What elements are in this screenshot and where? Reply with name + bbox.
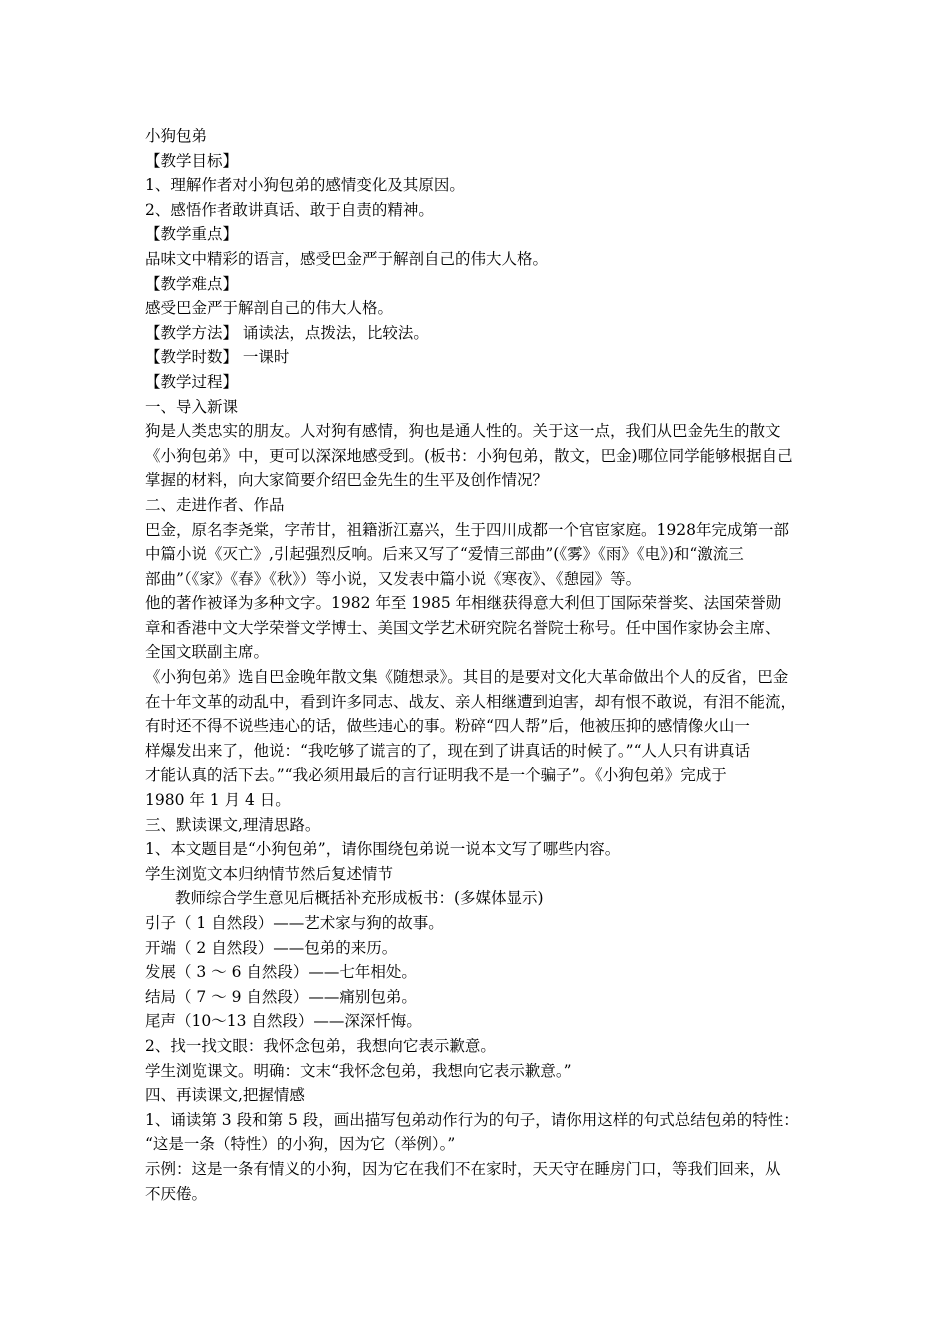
outline-item: 结局（ 7 ～ 9 自然段）——痛别包弟。 xyxy=(145,987,417,1006)
text-line: 1980 年 1 月 4 日。 xyxy=(145,791,291,810)
text-line: 巴金，原名李尧棠，字芾甘，祖籍浙江嘉兴，生于四川成都一个官宦家庭。1928年完成第一部 xyxy=(145,520,789,539)
part-heading: 四、再读课文,把握情感 xyxy=(145,1086,305,1105)
text-line: 感受巴金严于解剖自己的伟大人格。 xyxy=(145,299,394,318)
text-line: 1、诵读第 3 段和第 5 段，画出描写包弟动作行为的句子，请你用这样的句式总结包弟的特性： xyxy=(145,1110,799,1129)
text-line: 《小狗包弟》中，更可以深深地感受到。(板书：小狗包弟，散文，巴金)哪位同学能够根据自己 xyxy=(145,446,793,465)
document-body xyxy=(145,124,820,1206)
part-heading: 一、导入新课 xyxy=(145,397,239,416)
text-line: 《小狗包弟》选自巴金晚年散文集《随想录》。其目的是要对文化大革命做出个人的反省，巴金 xyxy=(145,668,789,687)
text-line: 1、理解作者对小狗包弟的感情变化及其原因。 xyxy=(145,176,465,195)
section-heading: 【教学过程】 xyxy=(145,372,239,391)
outline-item: 尾声（10～13 自然段）——深深忏悔。 xyxy=(145,1012,422,1031)
text-line: 教师综合学生意见后概括补充形成板书：(多媒体显示) xyxy=(175,889,544,908)
section-heading: 【教学方法】 诵读法，点拨法，比较法。 xyxy=(145,323,429,342)
text-line: 样爆发出来了，他说：“我吃够了谎言的了，现在到了讲真话的时候了。”“人人只有讲真话 xyxy=(145,741,751,760)
outline-item: 开端（ 2 自然段）——包弟的来历。 xyxy=(145,938,398,957)
text-line: 品味文中精彩的语言，感受巴金严于解剖自己的伟大人格。 xyxy=(145,249,549,268)
section-heading: 【教学重点】 xyxy=(145,225,239,244)
outline-item: 发展（ 3 ～ 6 自然段）——七年相处。 xyxy=(145,963,417,982)
text-line: 狗是人类忠实的朋友。人对狗有感情，狗也是通人性的。关于这一点，我们从巴金先生的散文 xyxy=(145,422,781,441)
text-line: 全国文联副主席。 xyxy=(145,643,270,662)
text-line: 有时还不得不说些违心的话，做些违心的事。粉碎“四人帮”后，他被压抑的感情像火山一 xyxy=(145,717,750,736)
text-line: 2、找一找文眼：我怀念包弟，我想向它表示歉意。 xyxy=(145,1036,496,1055)
text-line: 才能认真的活下去。”“我必须用最后的言行证明我不是一个骗子”。《小狗包弟》完成于 xyxy=(145,766,727,785)
text-line: 章和香港中文大学荣誉文学博士、美国文学艺术研究院名誉院士称号。任中国作家协会主席、 xyxy=(145,618,781,637)
section-heading: 【教学时数】 一课时 xyxy=(145,348,290,367)
text-line: 掌握的材料，向大家简要介绍巴金先生的生平及创作情况？ xyxy=(145,471,549,490)
text-line: 1、本文题目是“小狗包弟”，请你围绕包弟说一说本文写了哪些内容。 xyxy=(145,840,621,859)
section-heading: 【教学目标】 xyxy=(145,151,239,170)
text-line: 学生浏览文本归纳情节然后复述情节 xyxy=(145,864,394,883)
part-heading: 三、默读课文,理清思路。 xyxy=(145,815,321,834)
text-line: 在十年文革的动乱中，看到许多同志、战友、亲人相继遭到迫害，却有恨不敢说，有泪不能流， xyxy=(145,692,797,711)
text-line: 学生浏览课文。明确：文末“我怀念包弟，我想向它表示歉意。” xyxy=(145,1061,572,1080)
text-line: 示例：这是一条有情义的小狗，因为它在我们不在家时，天天守在睡房门口，等我们回来，从 xyxy=(145,1159,781,1178)
text-line: 不厌倦。 xyxy=(145,1184,208,1203)
outline-item: 引子（ 1 自然段）——艺术家与狗的故事。 xyxy=(145,914,444,932)
part-heading: 二、走进作者、作品 xyxy=(145,495,285,514)
document-title: 小狗包弟 xyxy=(145,127,208,145)
text-line: 2、感悟作者敢讲真话、敢于自责的精神。 xyxy=(145,200,434,219)
text-line: “这是一条（特性）的小狗，因为它（举例）。” xyxy=(145,1135,456,1154)
text-line: 部曲”（《家》《春》《秋》）等小说，又发表中篇小说《寒夜》、《憩园》等。 xyxy=(145,569,642,588)
text-line: 中篇小说《灭亡》,引起强烈反响。后来又写了“爱情三部曲”(《雾》《雨》《电》)和“激流三 xyxy=(145,545,744,564)
text-line: 他的著作被译为多种文字。1982 年至 1985 年相继获得意大利但丁国际荣誉奖、法国荣誉勋 xyxy=(145,594,782,613)
section-heading: 【教学难点】 xyxy=(145,274,239,293)
